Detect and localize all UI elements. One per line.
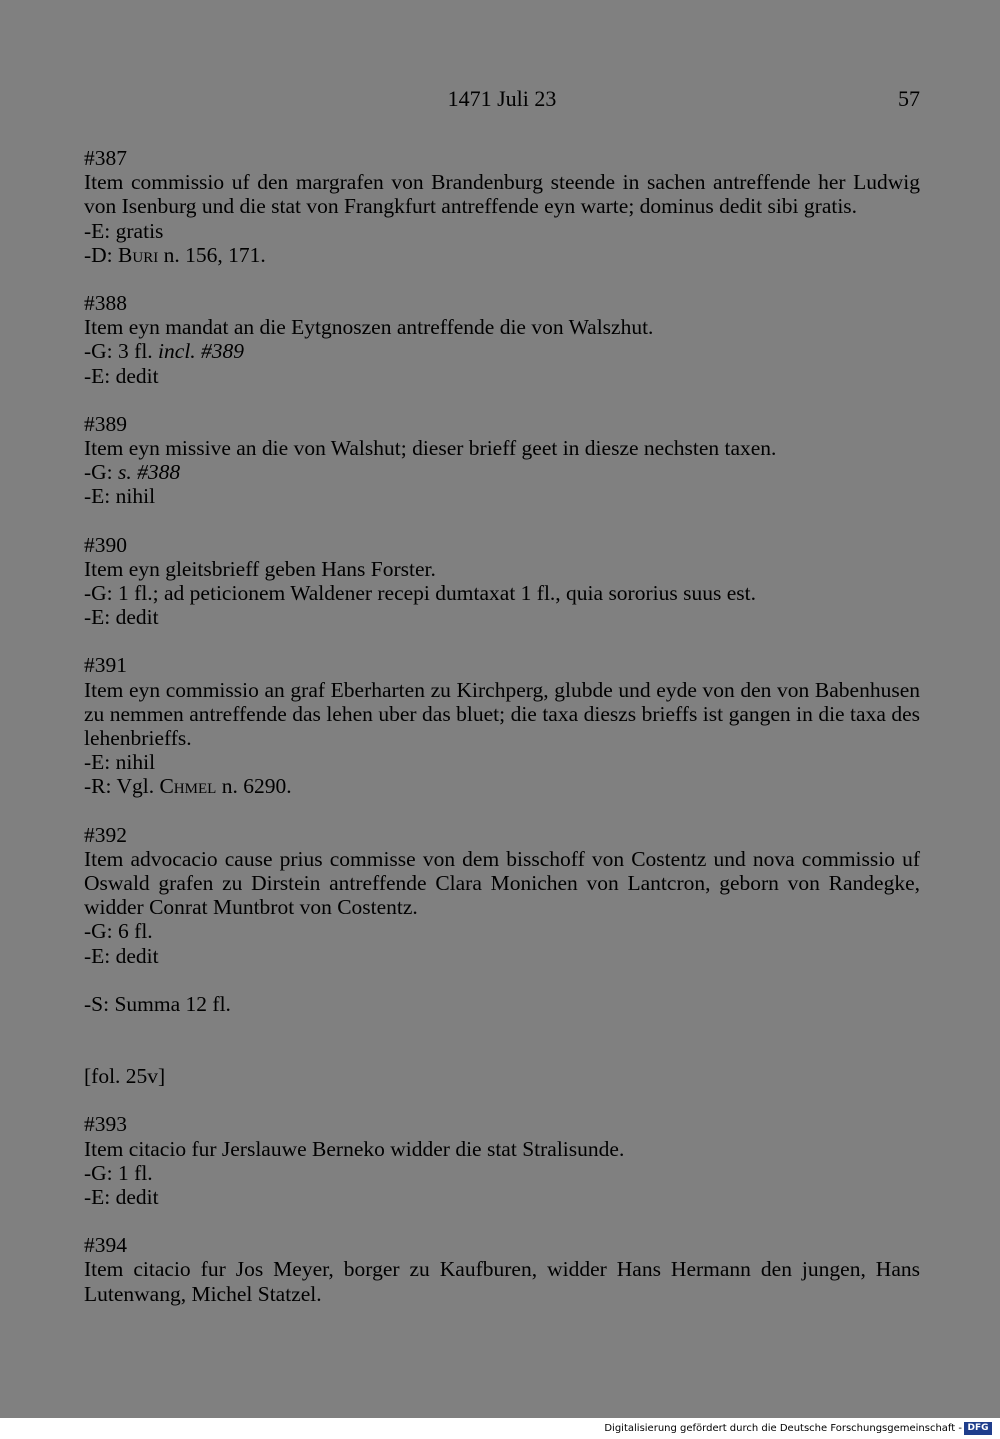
entry-r-note: -R: Vgl. Chmel n. 6290. [84, 774, 292, 799]
entry-e-note: -E: dedit [84, 605, 159, 630]
entry-389 [84, 412, 920, 509]
entry-number: #388 [84, 291, 127, 316]
author-buri: Buri [118, 242, 159, 267]
entry-e-note: -E: dedit [84, 1184, 159, 1209]
entry-e-note: -E: nihil [84, 484, 156, 509]
entry-number: #389 [84, 411, 127, 436]
entry-text: Item citacio fur Jos Meyer, borger zu Kaufburen, widder Hans Hermann den jungen, Hans Lutenwang, Michel Statzel. [84, 1257, 920, 1306]
entry-g-note: -G: s. #388 [84, 460, 181, 485]
entry-394 [84, 1233, 920, 1306]
entry-text: Item eyn missive an die von Walshut; dieser brieff geet in diesze nechsten taxen. [84, 436, 777, 461]
summa-line: -S: Summa 12 fl. [84, 991, 231, 1016]
entry-387 [84, 146, 920, 267]
entry-393 [84, 1112, 920, 1209]
entry-number: #387 [84, 146, 127, 170]
entry-number: #391 [84, 653, 127, 678]
entry-number: #394 [84, 1233, 127, 1258]
entry-d-note: -D: Buri n. 156, 171. [84, 242, 266, 267]
entry-text: Item eyn commissio an graf Eberharten zu Kirchperg, glubde und eyde von den von Babenhusen zu nemmen antreffende das lehen uber das bluet; die taxa dieszs brieffs ist gangen in die taxa des lehenbrieffs. [84, 677, 920, 751]
dfg-logo[interactable]: DFG [964, 1422, 992, 1435]
page-number: 57 [898, 86, 920, 111]
entry-text: Item eyn gleitsbrieff geben Hans Forster. [84, 556, 436, 581]
entry-text: Item citacio fur Jerslauwe Berneko widder die stat Stralisunde. [84, 1136, 625, 1161]
entry-e-note: -E: nihil [84, 750, 156, 775]
entry-g-note: -G: 1 fl. [84, 1160, 153, 1185]
entry-e-note: -E: dedit [84, 943, 159, 968]
entry-number: #393 [84, 1112, 127, 1137]
entry-391 [84, 653, 920, 798]
entry-number: #390 [84, 532, 127, 557]
page-title: 1471 Juli 23 [447, 86, 557, 111]
entry-e-note: -E: gratis [84, 218, 164, 243]
document-body [84, 146, 920, 1330]
entry-number: #392 [84, 822, 127, 847]
entry-388 [84, 291, 920, 388]
author-chmel: Chmel [159, 774, 217, 799]
entry-e-note: -E: dedit [84, 363, 159, 388]
entry-g-note: -G: 1 fl.; ad peticionem Waldener recepi dumtaxat 1 fl., quia sororius suus est. [84, 581, 756, 606]
funding-text: Digitalisierung gefördert durch die Deutsche Forschungsgemeinschaft - [604, 1423, 962, 1434]
cross-reference: incl. #389 [158, 339, 245, 364]
entry-g-note: -G: 6 fl. [84, 919, 153, 944]
cross-reference: s. #388 [118, 460, 181, 485]
funding-footer [0, 1418, 1000, 1439]
running-head [84, 86, 920, 116]
entry-text: Item commissio uf den margrafen von Brandenburg steende in sachen antreffende her Ludwig von Isenburg und die stat von Frangkfurt antreffende eyn warte; dominus dedit sibi gratis. [84, 170, 920, 219]
folio-marker: [fol. 25v] [84, 1064, 166, 1089]
entry-g-note: -G: 3 fl. incl. #389 [84, 339, 245, 364]
entry-390 [84, 533, 920, 630]
entry-392 [84, 823, 920, 968]
entry-text: Item advocacio cause prius commisse von dem bisschoff von Costentz und nova commissio uf Oswald grafen zu Dirstein antreffende Clara Monichen von Lantcron, geborn von Randegke, widder Conrat Muntbrot von Costentz. [84, 846, 920, 920]
entry-text: Item eyn mandat an die Eytgnoszen antreffende die von Walszhut. [84, 315, 654, 340]
